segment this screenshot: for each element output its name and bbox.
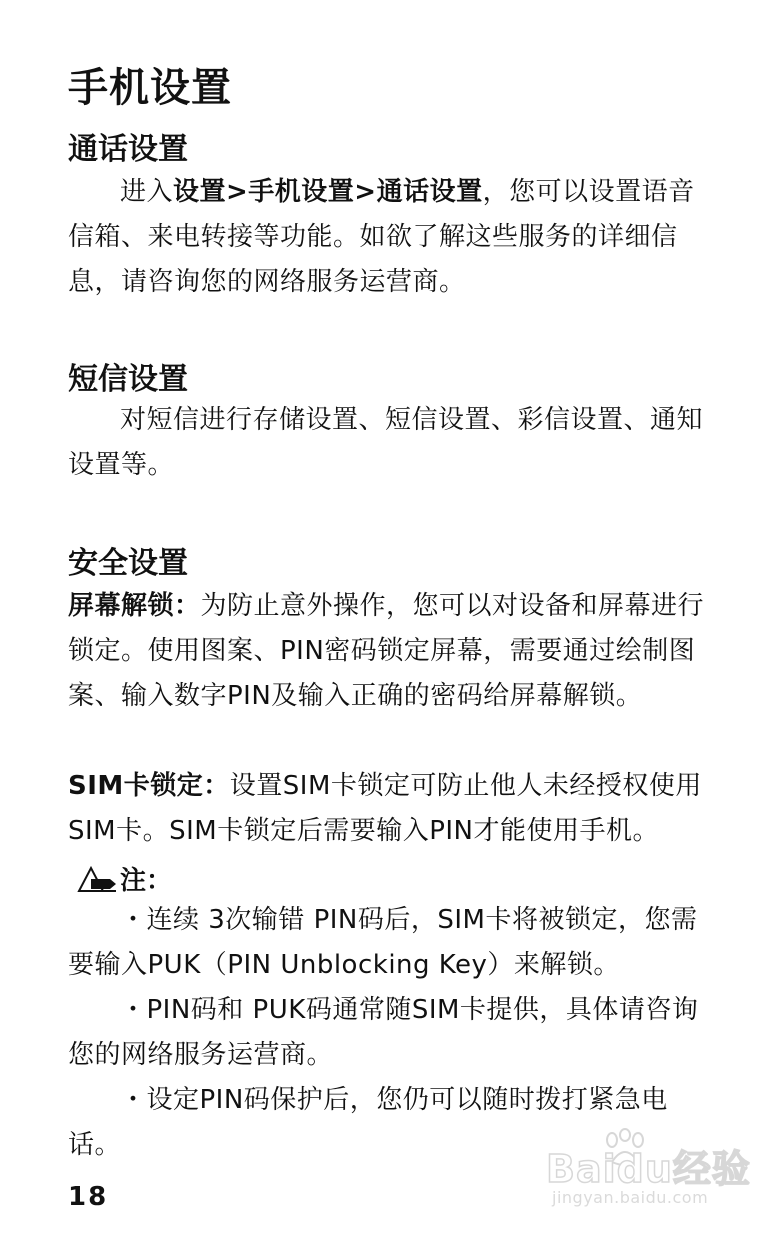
watermark-brand: Baidu经验	[546, 1147, 751, 1191]
note-header	[76, 860, 172, 896]
note-item-1: ・连续 3次输错 PIN码后，SIM卡将被锁定，您需要输入PUK（PIN Unblocking Key）来解锁。	[68, 905, 698, 980]
note-item-3: ・设定PIN码保护后，您仍可以随时拨打紧急电话。	[68, 1085, 668, 1160]
page-title: 手机设置	[68, 65, 232, 111]
sim-lock-label: SIM卡锁定：	[68, 771, 230, 801]
call-settings-prefix: 进入	[120, 177, 174, 207]
call-settings-menu-path: 设置>手机设置>通话设置	[173, 177, 483, 207]
watermark-url: jingyan.baidu.com	[552, 1188, 709, 1207]
security-settings-heading: 安全设置	[68, 546, 188, 581]
sms-settings-heading: 短信设置	[68, 362, 188, 397]
sim-lock-paragraph	[68, 764, 708, 854]
call-settings-paragraph	[68, 170, 708, 305]
screen-lock-text: 为防止意外操作，您可以对设备和屏幕进行锁定。使用图案、PIN密码锁定屏幕，需要通过绘制图案、输入数字PIN及输入正确的密码给屏幕解锁。	[68, 591, 705, 711]
sms-settings-paragraph: 对短信进行存储设置、短信设置、彩信设置、通知设置等。	[68, 405, 704, 480]
call-settings-heading: 通话设置	[68, 132, 188, 167]
page-number: 18	[68, 1182, 109, 1212]
screen-lock-label: 屏幕解锁：	[68, 591, 201, 621]
sim-lock-text: 设置SIM卡锁定可防止他人未经授权使用SIM卡。SIM卡锁定后需要输入PIN才能使用手机。	[68, 771, 702, 846]
screen-lock-paragraph	[68, 584, 708, 719]
note-item-2: ・PIN码和 PUK码通常随SIM卡提供，具体请咨询您的网络服务运营商。	[68, 995, 699, 1070]
note-label: 注：	[120, 865, 173, 896]
call-settings-description: ，您可以设置语音信箱、来电转接等功能。如欲了解这些服务的详细信息，请咨询您的网络服务运营商。	[68, 177, 695, 297]
note-pencil-icon	[76, 862, 118, 894]
